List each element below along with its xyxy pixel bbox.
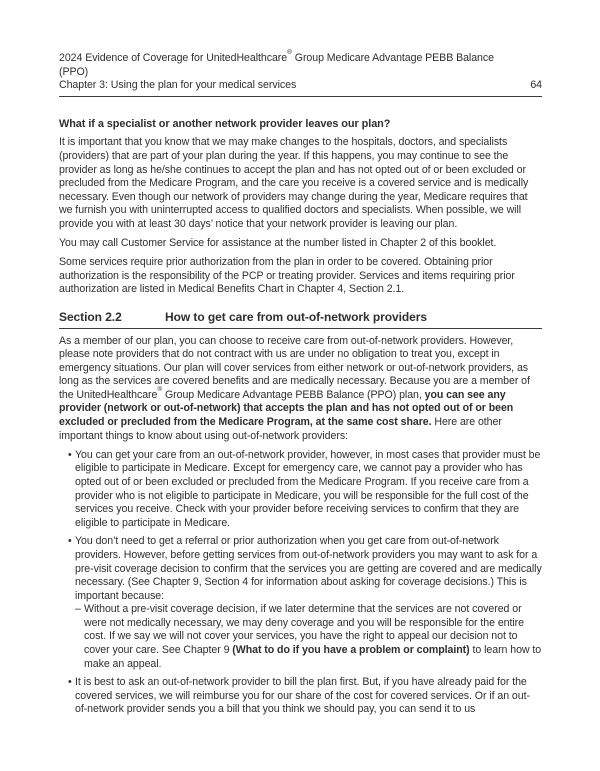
sub-bullet-text-end: to learn how to make an appeal. [84,644,542,670]
page-body [59,118,542,717]
bullet-text [75,535,542,671]
sub-bullet-text-start: Without a pre-visit coverage decision, if we later determine that the services are not covered or were not medically necessary, we may deny coverage and you will be responsible for the entire cost. If we say we will not cover your services, you have the right to appeal our decision not to cover your care. See Chapter 9 [84,603,524,657]
intro-bold-text: you can see any provider (network or out-of-network) that accepts the plan and has not opted out of or been excluded or precluded from the Medicare Program, at the same cost share. [59,388,514,429]
header-rule [59,96,542,97]
intro-text: As a member of our plan, you can choose to receive care from out-of-network providers. However, please note providers that do not contract with us are under no obligation to treat you, except in emergency situations. Our plan will cover services from either network or out-of-network providers, as long as the services are covered benefits and are medically necessary. Because you are a member of the UnitedHealthcare [59,334,530,401]
bullet-text: It is best to ask an out-of-network provider to bill the plan first. But, if you have already paid for the covered services, we will reimburse you for our share of the cost for covered services. Or if an out-of-network provider sends you a bill that you think we should pay, you can send it to us [75,676,530,716]
bullet-icon: • [68,676,72,689]
paragraph-provider-changes: It is important that you know that we may make changes to the hospitals, doctors, and specialists (providers) that are part of your plan during the year. If this happens, you may continue to see the provider as long as he/she continues to accept the plan and has not opted out of or been excluded or precluded from the Medicare Program, and the care you receive is a covered service and is medically necessary. Even though our network of providers may change during the year, Medicare requires that we furnish you with uninterrupted access to qualified doctors and specialists. When possible, we will provide you with at least 30 days’ notice that your network provider is leaving our plan. [59,136,529,230]
page-header [59,49,542,97]
intro-text-cont: Group Medicare Advantage PEBB Balance (PPO) plan, [162,388,425,401]
paragraph-prior-authorization: Some services require prior authorization from the plan in order to be covered. Obtaining prior authorization is the responsibility of the PCP or treating provider. Services and items requiring prior authorization are listed in Medical Benefits Chart in Chapter 4, Section 2.1. [59,256,515,296]
question-heading: What if a specialist or another network provider leaves our plan? [59,117,391,130]
bullet-list [59,449,542,717]
page-number: 64 [530,79,542,92]
paragraph-out-of-network-intro [59,335,542,444]
bullet-text: You can get your care from an out-of-network provider, however, in most cases that provider must be eligible to participate in Medicare. Except for emergency care, we cannot pay a provider who has opted out of or been excluded or precluded from the Medicare Program. If you receive care from a provider who is not eligible to participate in Medicare, you will be responsible for the full cost of the services you receive. Check with your provider before receiving services to confirm that they are eligible to participate in Medicare. [75,448,541,529]
section-heading [59,311,542,329]
sub-bullet-text [84,603,542,671]
bullet-icon: • [68,535,72,548]
chapter-title: Chapter 3: Using the plan for your medical services [59,79,297,92]
doc-title-text: 2024 Evidence of Coverage for UnitedHealthcare [59,52,288,64]
intro-text-end: Here are other important things to know about using out-of-network providers: [59,416,502,442]
sub-bullet-bold-text: (What to do if you have a problem or complaint) [232,644,470,657]
bullet-icon: • [68,448,72,461]
bullet-item-no-referral [59,535,542,671]
doc-title [59,49,542,66]
doc-title-text-cont: Group Medicare Advantage PEBB Balance [291,52,494,64]
chapter-row [59,79,542,93]
sub-bullet-item-previsit [75,603,542,671]
bullet-item-eligible-provider [59,449,542,531]
dash-icon: – [75,603,81,616]
doc-title-line2: (PPO) [59,65,89,78]
section-number: Section 2.2 [59,309,122,324]
bullet-text-main: You don’t need to get a referral or prior authorization when you get care from out-of-network providers. However, before getting services from out-of-network providers you may want to ask for a pre-visit coverage decision to confirm that the services you are getting are covered and are medically necessary. (See Chapter 9, Section 4 for information about asking for coverage decisions.) This is important because: [75,535,542,602]
paragraph-customer-service: You may call Customer Service for assistance at the number listed in Chapter 2 of this booklet. [59,237,497,250]
page-content [59,49,542,722]
registered-trademark-icon: ® [287,49,292,57]
bullet-item-billing [59,676,542,717]
registered-trademark-icon: ® [157,386,163,394]
section-title: How to get care from out-of-network providers [165,309,427,324]
